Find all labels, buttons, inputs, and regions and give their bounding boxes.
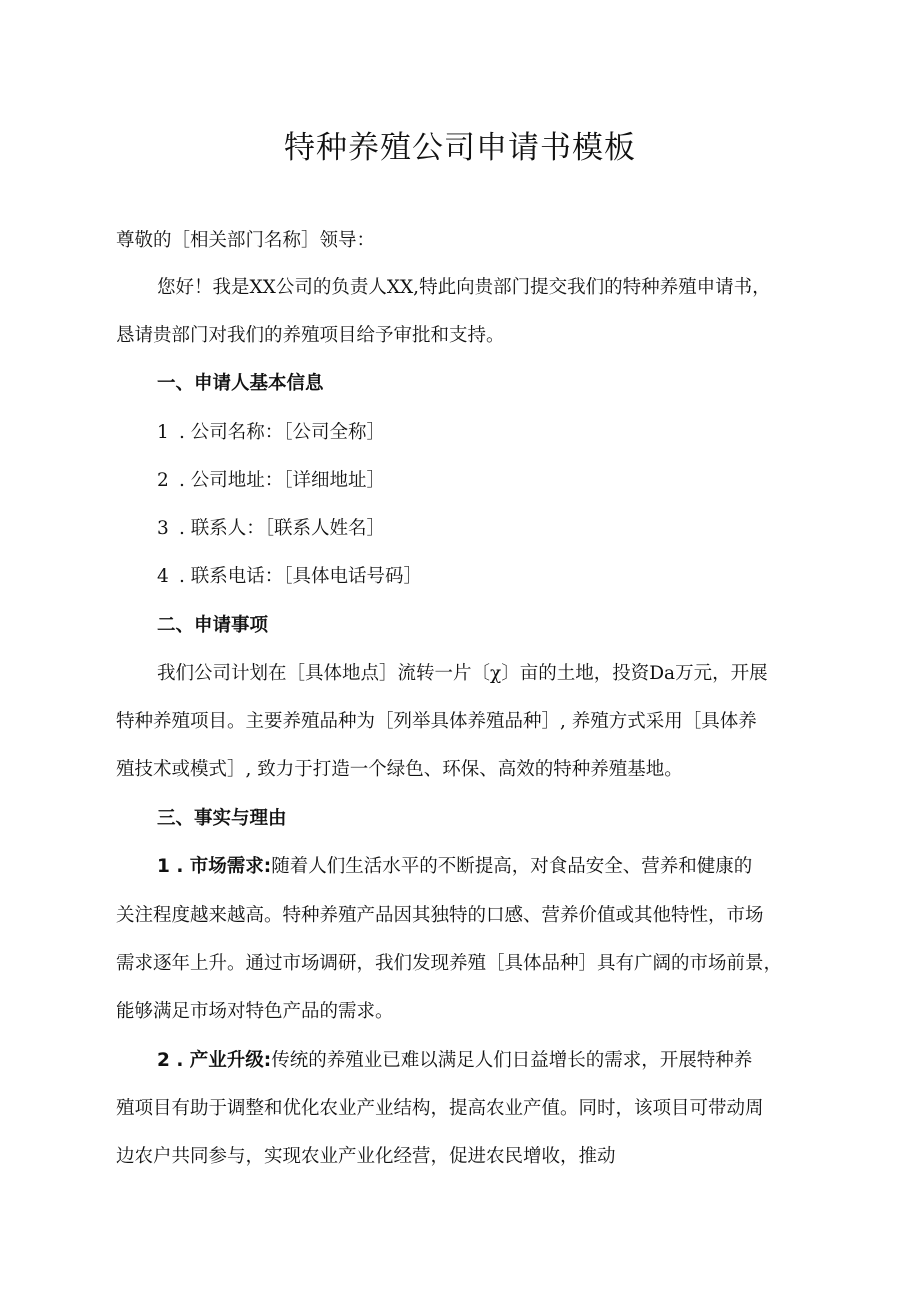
intro-line-1: 您好！我是XX公司的负责人XX,特此向贵部门提交我们的特种养殖申请书， bbox=[157, 277, 771, 298]
info-item-number: 4 bbox=[157, 566, 169, 587]
section-2-heading: 二、申请事项 bbox=[157, 615, 269, 636]
reason-2-label: 2 . 产业升级: bbox=[157, 1050, 272, 1071]
reason-1-line-3: 需求逐年上升。通过市场调研，我们发现养殖［具体品种］具有广阔的市场前景， bbox=[116, 953, 783, 974]
reason-1-line-2: 关注程度越来越高。特种养殖产品因其独特的口感、营养价值或其他特性，市场 bbox=[116, 905, 764, 926]
info-item-contact-phone bbox=[157, 562, 422, 592]
reason-2-line-1 bbox=[157, 1046, 752, 1076]
info-item-contact-person bbox=[157, 514, 385, 544]
info-item-text: . 公司地址：［详细地址］ bbox=[179, 470, 386, 491]
info-item-company-address bbox=[157, 466, 385, 496]
info-item-company-name bbox=[157, 418, 385, 448]
document-title: 特种养殖公司申请书模板 bbox=[284, 130, 636, 166]
application-para-line-1: 我们公司计划在［具体地点］流转一片〔χ〕亩的土地，投资Da万元，开展 bbox=[157, 663, 768, 684]
reason-2-line-2: 殖项目有助于调整和优化农业产业结构，提高农业产值。同时，该项目可带动周 bbox=[116, 1098, 764, 1119]
info-item-text: . 公司名称：［公司全称］ bbox=[179, 422, 386, 443]
reason-1-text: 随着人们生活水平的不断提高，对食品安全、营养和健康的 bbox=[271, 856, 753, 877]
info-item-text: . 联系人：［联系人姓名］ bbox=[179, 518, 386, 539]
reason-1-label: 1 . 市场需求: bbox=[157, 856, 272, 877]
info-item-number: 3 bbox=[157, 518, 169, 539]
salutation: 尊敬的［相关部门名称］领导： bbox=[116, 230, 376, 251]
intro-line-2: 恳请贵部门对我们的养殖项目给予审批和支持。 bbox=[116, 325, 505, 346]
reason-1-line-4: 能够满足市场对特色产品的需求。 bbox=[116, 1001, 394, 1022]
reason-2-text: 传统的养殖业已难以满足人们日益增长的需求，开展特种养 bbox=[271, 1050, 753, 1071]
info-item-number: 2 bbox=[157, 470, 169, 491]
section-1-heading: 一、申请人基本信息 bbox=[157, 373, 324, 394]
reason-2-line-3: 边农户共同参与，实现农业产业化经营，促进农民增收，推动 bbox=[116, 1146, 616, 1167]
reason-1-line-1 bbox=[157, 852, 752, 882]
info-item-text: . 联系电话：［具体电话号码］ bbox=[179, 566, 423, 587]
section-3-heading: 三、事实与理由 bbox=[157, 808, 287, 829]
application-para-line-3: 殖技术或模式］, 致力于打造一个绿色、环保、高效的特种养殖基地。 bbox=[116, 759, 683, 780]
application-para-line-2: 特种养殖项目。主要养殖品种为［列举具体养殖品种］, 养殖方式采用［具体养 bbox=[116, 711, 757, 732]
info-item-number: 1 bbox=[157, 422, 169, 443]
